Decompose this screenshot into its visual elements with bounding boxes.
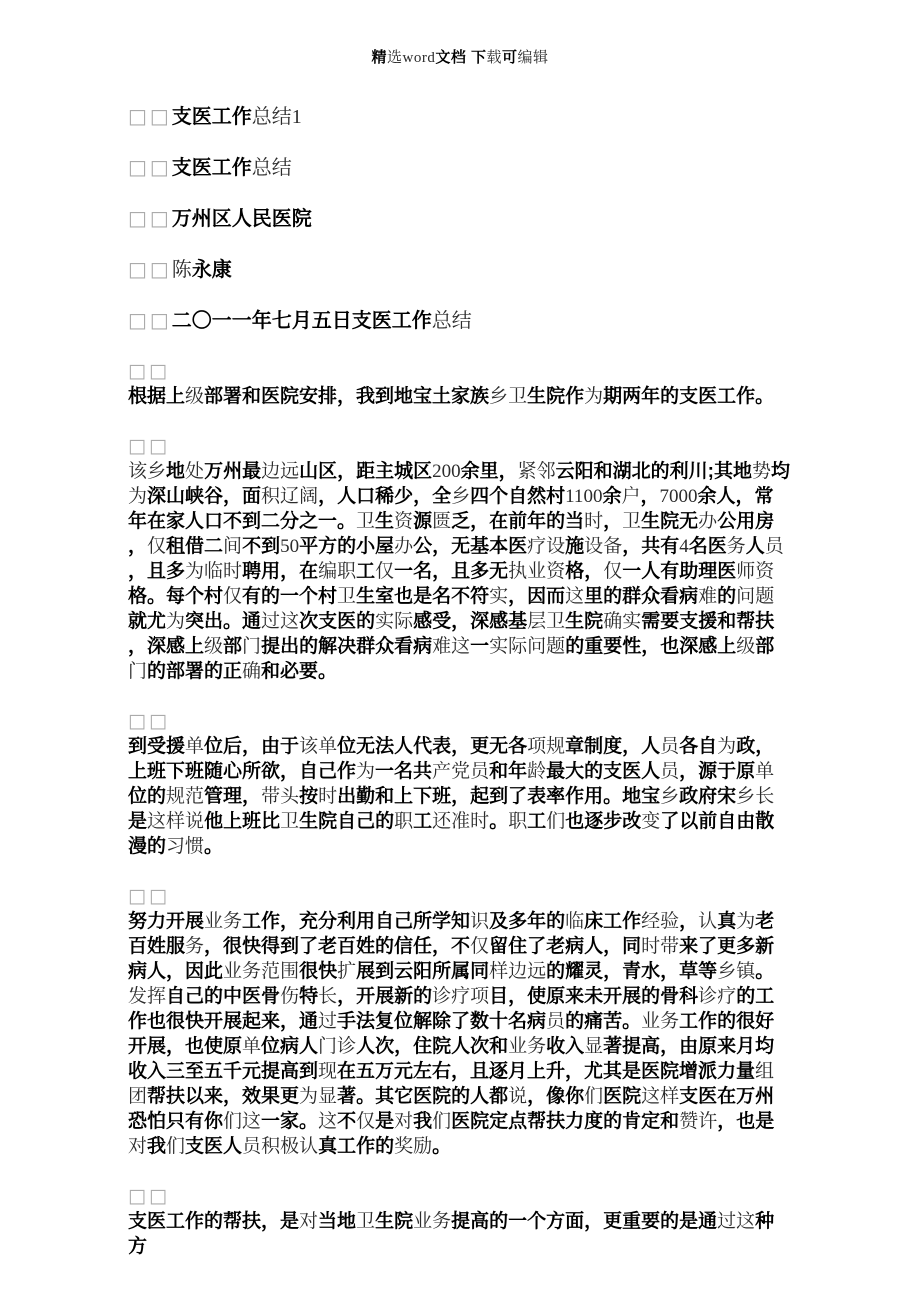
heading-date-line-text: 二〇一一年七月五日支医工作总结 — [171, 310, 472, 332]
heading-hospital-name-text: 万州区人民医院 — [171, 208, 312, 230]
placeholder-boxes: □□ — [128, 206, 172, 230]
document-body — [128, 104, 792, 1284]
paragraph-township-overview — [128, 434, 792, 684]
paragraph-closing-text: 支医工作的帮扶，是对当地卫生院业务提高的一个方面，更重要的是通过这种方 — [128, 1211, 775, 1257]
paragraph-intro — [128, 359, 792, 409]
heading-doc-title-text: 支医工作总结1 — [171, 106, 302, 128]
placeholder-boxes: □□ — [128, 308, 172, 332]
placeholder-boxes: □□ — [128, 104, 172, 128]
heading-hospital-name — [128, 206, 792, 232]
heading-doc-title — [128, 104, 792, 130]
paragraph-intro-text: 根据上级部署和医院安排，我到地宝土家族乡卫生院作为期两年的支医工作。 — [128, 386, 775, 407]
heading-date-line — [128, 308, 792, 334]
paragraph-township-overview-text: 该乡地处万州最边远山区，距主城区200余里，紧邻云阳和湖北的利川;其地势均为深山峡谷，面积辽阔，人口稀少，全乡四个自然村1100余户，7000余人，常年在家人口不到二分之一。卫生资源匮乏，在前年的当时，卫生院无办公用房，仅租借二间不到50平方的小屋办公，无基本医疗设施设备，共有4名医务人员，且多为临时聘用，在编职工仅一名，且多无执业资格，仅一人有助理医师资格。每个村仅有的一个村卫生室也是名不符实，因而这里的群众看病难的问题就尤为突出。通过这次支医的实际感受，深感基层卫生院确实需要支援和帮扶，深感上级部门提出的解决群众看病难这一实际问题的重要性，也深感上级部门的部署的正确和必要。 — [128, 461, 791, 682]
placeholder-boxes: □□ — [128, 710, 170, 732]
placeholder-boxes: □□ — [128, 885, 170, 907]
heading-author-name-text: 陈永康 — [171, 259, 232, 281]
heading-subtitle-text: 支医工作总结 — [171, 157, 292, 179]
placeholder-boxes: □□ — [128, 435, 170, 457]
paragraph-business-work — [128, 884, 792, 1159]
heading-subtitle — [128, 155, 792, 181]
heading-author-name — [128, 257, 792, 283]
placeholder-boxes: □□ — [128, 1185, 170, 1207]
paragraph-business-work-text: 努力开展业务工作，充分利用自己所学知识及多年的临床工作经验，认真为老百姓服务，很快得到了老百姓的信任，不仅留住了老病人，同时带来了更多新病人，因此业务范围很快扩展到云阳所属同样边远的耀灵，青水，草等乡镇。发挥自己的中医骨伤特长，开展新的诊疗项目，使原来未开展的骨科诊疗的工作也很快开展起来，通过手法复位解除了数十名病员的痛苦。业务工作的很好开展，也使原单位病人门诊人次，住院人次和业务收入显著提高，由原来月均收入三至五千元提高到现在五万元左右，且逐月上升，尤其是医院增派力量组团帮扶以来，效果更为显著。其它医院的人都说，像你们医院这样支医在万州恐怕只有你们这一家。这不仅是对我们医院定点帮扶力度的肯定和赞许，也是对我们支医人员积极认真工作的奖励。 — [128, 911, 775, 1157]
paragraph-closing — [128, 1184, 792, 1259]
document-watermark: 精选word文档 下载可编辑 — [371, 49, 549, 66]
placeholder-boxes: □□ — [128, 257, 172, 281]
paragraph-discipline-text: 到受援单位后，由于该单位无法人代表，更无各项规章制度，人员各自为政，上班下班随心所欲，自己作为一名共产党员和年龄最大的支医人员，源于原单位的规范管理，带头按时出勤和上下班，起到了表率作用。地宝乡政府宋乡长是这样说他上班比卫生院自己的职工还准时。职工们也逐步改变了以前自由散漫的习惯。 — [128, 736, 775, 857]
placeholder-boxes: □□ — [128, 360, 170, 382]
placeholder-boxes: □□ — [128, 155, 172, 179]
paragraph-discipline — [128, 709, 792, 859]
